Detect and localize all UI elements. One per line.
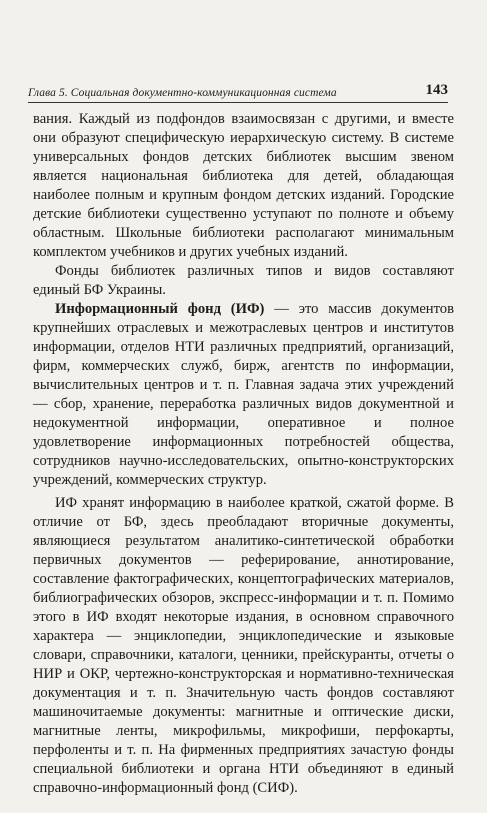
- paragraph-text: — это массив документов крупнейших отраслевых и межотраслевых центров и институтов информации, отделов НТИ различных предприятий, организаций, фирм, коммерческих служб, бирж, агентств по информации, вычислительных центров и т. п. Главная задача этих учреждений — сбор, хранение, переработка различных видов документной и недокументной информации, оперативное и полное удовлетворение информационных потребностей общества, сотрудников научно-исследовательских, опытно-конструкторских учреждений, коммерческих структур.: [33, 301, 454, 488]
- term-heading: Информационный фонд (ИФ): [55, 301, 265, 317]
- running-header: [28, 76, 448, 103]
- paragraph: Фонды библиотек различных типов и видов составляют единый БФ Украины.: [33, 263, 454, 298]
- body-text: [33, 110, 454, 798]
- page-number: 143: [425, 82, 448, 98]
- paragraph: [33, 300, 454, 490]
- chapter-title: Глава 5. Социальная документно-коммуникационная система: [28, 87, 337, 99]
- paragraph: вания. Каждый из подфондов взаимосвязан с другими, и вместе они образуют специфическую иерархическую систему. В системе универсальных фондов детских библиотек высшим звеном является национальная библиотека для детей, обладающая наиболее полным и крупным фондом детских изданий. Городские детские библиотеки существенно уступают по полноте и объему областным. Школьные библиотеки располагают минимальным комплектом учебников и других учебных изданий.: [33, 111, 454, 260]
- paragraph: ИФ хранят информацию в наиболее краткой, сжатой форме. В отличие от БФ, здесь преобладают вторичные документы, являющиеся результатом аналитико-синтетической обработки первичных документов — реферирование, аннотирование, составление фактографических, концептографических материалов, библиографических обзоров, экспресс-информации и т. п. Помимо этого в ИФ входят некоторые издания, в основном справочного характера — энциклопедии, энциклопедические и языковые словари, справочники, каталоги, ценники, прейскуранты, отчеты о НИР и ОКР, чертежно-конструкторская и нормативно-техническая документация и т. п. Значительную часть фондов составляют машиночитаемые документы: магнитные и оптические диски, магнитные ленты, микрофильмы, микрофиши, перфокарты, перфоленты и т. п. На фирменных предприятиях зачастую фонды специальной библиотеки и органа НТИ объединяют в единый справочно-информационный фонд (СИФ).: [33, 495, 454, 796]
